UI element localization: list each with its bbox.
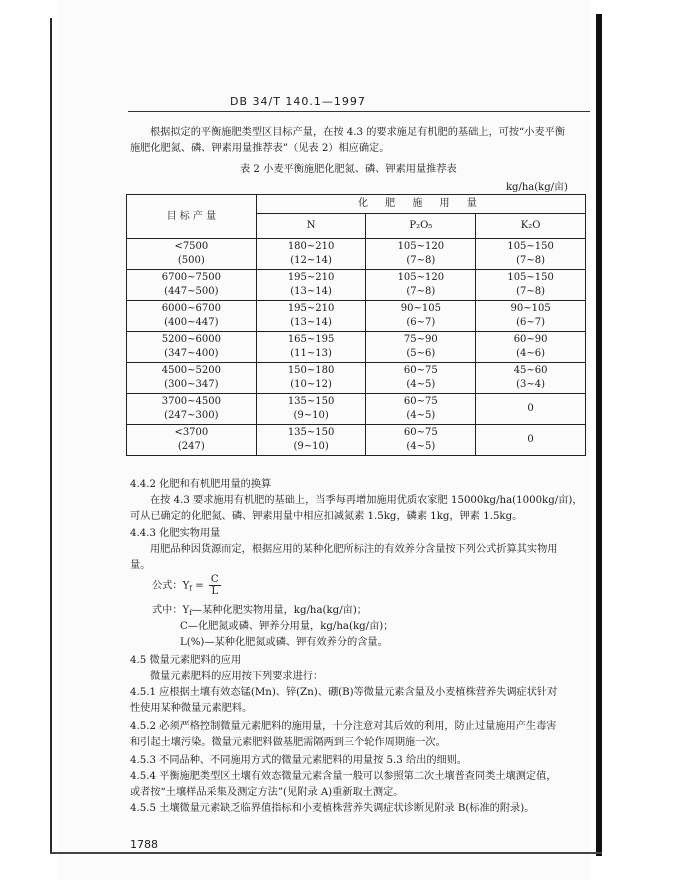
table-cell-n [256, 425, 366, 456]
cell-value-per-mu: (4~5) [406, 379, 436, 390]
section-4-5-intro: 微量元素肥料的应用按下列要求进行： [150, 671, 324, 682]
section-4-4-2-title: 4.4.2 化肥和有机肥用量的换算 [130, 479, 272, 490]
cell-value: 135~150 [287, 396, 335, 407]
section-4-5-3: 4.5.3 不同品种、不同施用方式的微量元素肥料的用量按 5.3 给出的细则。 [130, 755, 468, 766]
table-row [127, 363, 586, 394]
cell-value: <7500 [174, 241, 209, 252]
cell-value-per-mu: (3~4) [516, 379, 546, 390]
formula-fraction [209, 574, 221, 597]
section-4-5-5: 4.5.5 土壤微量元素缺乏临界值指标和小麦植株营养失调症状诊断见附录 B(标准的附录)。 [130, 803, 535, 814]
cell-value-per-mu: (9~10) [293, 441, 329, 452]
cell-value: 4500~5200 [161, 365, 221, 376]
formula-denominator: L [211, 586, 219, 597]
cell-value: 90~105 [510, 303, 551, 314]
cell-value: 60~75 [403, 427, 438, 438]
cell-value-per-mu: (7~8) [516, 286, 546, 297]
cell-value: <3700 [174, 427, 209, 438]
table-cell-target [127, 425, 257, 456]
cell-value: 60~75 [403, 365, 438, 376]
formula-label: 公式： [152, 580, 183, 592]
table-body [127, 239, 586, 456]
table-row [127, 394, 586, 425]
cell-value: 135~150 [287, 427, 335, 438]
cell-value-per-mu: (6~7) [406, 317, 436, 328]
cell-value: 150~180 [287, 365, 335, 376]
cell-value-per-mu: (10~12) [290, 379, 332, 390]
table-row [127, 425, 586, 456]
table-cell-n [256, 332, 366, 363]
scan-edge-right [596, 14, 602, 856]
page-number: 1788 [130, 838, 158, 851]
table-cell-p2o5 [366, 301, 476, 332]
cell-value-per-mu: (13~14) [290, 317, 332, 328]
cell-value-per-mu: (9~10) [293, 410, 329, 421]
table-cell-target [127, 301, 257, 332]
cell-value-per-mu: (6~7) [516, 317, 546, 328]
cell-value: 6000~6700 [161, 303, 221, 314]
cell-value: 105~150 [507, 272, 554, 283]
intro-line-1: 根据拟定的平衡施肥类型区目标产量，在按 4.3 的要求施足有机肥的基础上，可按“小麦平衡 [150, 127, 566, 138]
formula-where-3: L(%)—某种化肥氮或磷、钾有效养分的含量。 [180, 637, 388, 648]
section-4-5-4-line-1: 4.5.4 平衡施肥类型区土壤有效态微量元素含量一般可以参照第二次土壤普查同类土壤测定值， [130, 771, 557, 782]
table-cell-k2o [476, 239, 586, 270]
table-cell-p2o5 [366, 394, 476, 425]
cell-value: 0 [527, 434, 534, 445]
section-4-4-2-line-2: 可从已确定的化肥氮、磷、钾素用量中相应扣减氮素 1.5kg，磷素 1kg，钾素 1.5kg。 [130, 511, 523, 522]
header-p2o5: P₂O₅ [366, 214, 476, 239]
cell-value: 180~210 [287, 241, 335, 252]
section-4-5-2-line-1: 4.5.2 必须严格控制微量元素肥料的施用量，十分注意对其后效的利用，防止过量施用产生毒害 [130, 721, 557, 732]
table-row [127, 332, 586, 363]
table-cell-k2o [476, 425, 586, 456]
cell-value-per-mu: (7~8) [406, 255, 436, 266]
table-row [127, 239, 586, 270]
cell-value: 6700~7500 [161, 272, 221, 283]
cell-value-per-mu: (500) [177, 255, 205, 266]
table-cell-p2o5 [366, 239, 476, 270]
table-cell-p2o5 [366, 270, 476, 301]
cell-value-per-mu: (4~5) [406, 410, 436, 421]
header-rule [128, 111, 590, 112]
cell-value-per-mu: (7~8) [406, 286, 436, 297]
cell-value: 5200~6000 [161, 334, 221, 345]
cell-value: 90~105 [400, 303, 441, 314]
table-cell-target [127, 332, 257, 363]
section-4-5-1-line-1: 4.5.1 应根据土壤有效态锰(Mn)、锌(Zn)、硼(B)等微量元素含量及小麦植株营养失调症状针对 [130, 687, 558, 698]
cell-value-per-mu: (7~8) [516, 255, 546, 266]
fertilizer-recommendation-table [126, 194, 586, 456]
cell-value: 105~120 [397, 272, 445, 283]
cell-value-per-mu: (347~400) [164, 348, 219, 359]
cell-value-per-mu: (300~347) [164, 379, 219, 390]
section-4-4-3-line-1: 用肥品种因货源而定，根据应用的某种化肥所标注的有效养分含量按下列公式折算其实物用 [150, 544, 558, 555]
table-row [127, 270, 586, 301]
cell-value-per-mu: (4~5) [406, 441, 436, 452]
section-4-4-3-line-2: 量。 [130, 560, 151, 571]
section-4-5-1-line-2: 性使用某种微量元素肥料。 [130, 703, 253, 714]
cell-value: 195~210 [287, 272, 335, 283]
table-cell-k2o [476, 394, 586, 425]
cell-value: 165~195 [287, 334, 335, 345]
section-4-5-title: 4.5 微量元素肥料的应用 [130, 655, 242, 666]
table-cell-n [256, 363, 366, 394]
table-row [127, 301, 586, 332]
cell-value-per-mu: (247) [177, 441, 205, 452]
formula-lhs-sub: f [189, 584, 192, 593]
table-unit: kg/ha(kg/亩) [506, 182, 568, 193]
cell-value: 75~90 [403, 334, 438, 345]
table-cell-target [127, 270, 257, 301]
scan-edge-left [50, 18, 52, 853]
table-cell-n [256, 394, 366, 425]
header-n: N [256, 214, 366, 239]
table-cell-target [127, 363, 257, 394]
standard-code-header: DB 34/T 140.1—1997 [230, 95, 366, 108]
table-header-row-1 [127, 195, 586, 214]
table-cell-target [127, 239, 257, 270]
cell-value: 60~90 [513, 334, 548, 345]
table-cell-n [256, 301, 366, 332]
cell-value-per-mu: (13~14) [290, 286, 332, 297]
cell-value: 60~75 [403, 396, 438, 407]
cell-value: 105~150 [507, 241, 554, 252]
cell-value-per-mu: (400~447) [164, 317, 219, 328]
formula [152, 574, 221, 597]
table-caption: 表 2 小麦平衡施肥化肥氮、磷、钾素用量推荐表 [240, 164, 457, 175]
cell-value: 0 [527, 403, 534, 414]
table-cell-n [256, 270, 366, 301]
cell-value-per-mu: (5~6) [406, 348, 436, 359]
table-cell-k2o [476, 332, 586, 363]
formula-numerator: C [210, 574, 219, 585]
table-cell-k2o [476, 301, 586, 332]
header-target-yield: 目 标 产 量 [127, 195, 257, 239]
table-cell-k2o [476, 270, 586, 301]
table-cell-k2o [476, 363, 586, 394]
cell-value-per-mu: (447~500) [164, 286, 219, 297]
table-cell-p2o5 [366, 363, 476, 394]
table-cell-target [127, 394, 257, 425]
table-cell-p2o5 [366, 425, 476, 456]
formula-where-2: C—化肥氮或磷、钾养分用量，kg/ha(kg/亩)； [180, 621, 394, 632]
formula-lhs: Y [182, 580, 190, 592]
scan-edge-bottom [50, 852, 602, 854]
cell-value: 3700~4500 [161, 396, 221, 407]
section-4-5-4-line-2: 或者按“土壤样品采集及测定方法”(见附录 A)重新取土测定。 [130, 787, 404, 798]
section-4-4-2-line-1: 在按 4.3 要求施用有机肥的基础上，当季每再增加施用优质农家肥 15000kg/ha(1000kg/亩)， [150, 495, 583, 506]
cell-value: 105~120 [397, 241, 445, 252]
cell-value: 195~210 [287, 303, 335, 314]
cell-value: 45~60 [513, 365, 548, 376]
table-cell-n [256, 239, 366, 270]
formula-where-1: 式中：$Y_f—$某种化肥实物用量，kg/ha(kg/亩)； [152, 605, 367, 617]
header-fertilizer-amount: 化 肥 施 用 量 [256, 195, 585, 214]
cell-value-per-mu: (247~300) [164, 410, 219, 421]
cell-value-per-mu: (12~14) [290, 255, 332, 266]
section-4-4-3-title: 4.4.3 化肥实物用量 [130, 528, 221, 539]
header-k2o: K₂O [476, 214, 586, 239]
cell-value-per-mu: (4~6) [516, 348, 546, 359]
table-cell-p2o5 [366, 332, 476, 363]
intro-line-2: 施肥化肥氮、磷、钾素用量推荐表”（见表 2）相应确定。 [130, 143, 390, 154]
cell-value-per-mu: (11~13) [290, 348, 332, 359]
formula-equals: = [191, 580, 207, 592]
section-4-5-2-line-2: 和引起土壤污染。微量元素肥料做基肥需隔两到三个轮作周期施一次。 [130, 737, 446, 748]
